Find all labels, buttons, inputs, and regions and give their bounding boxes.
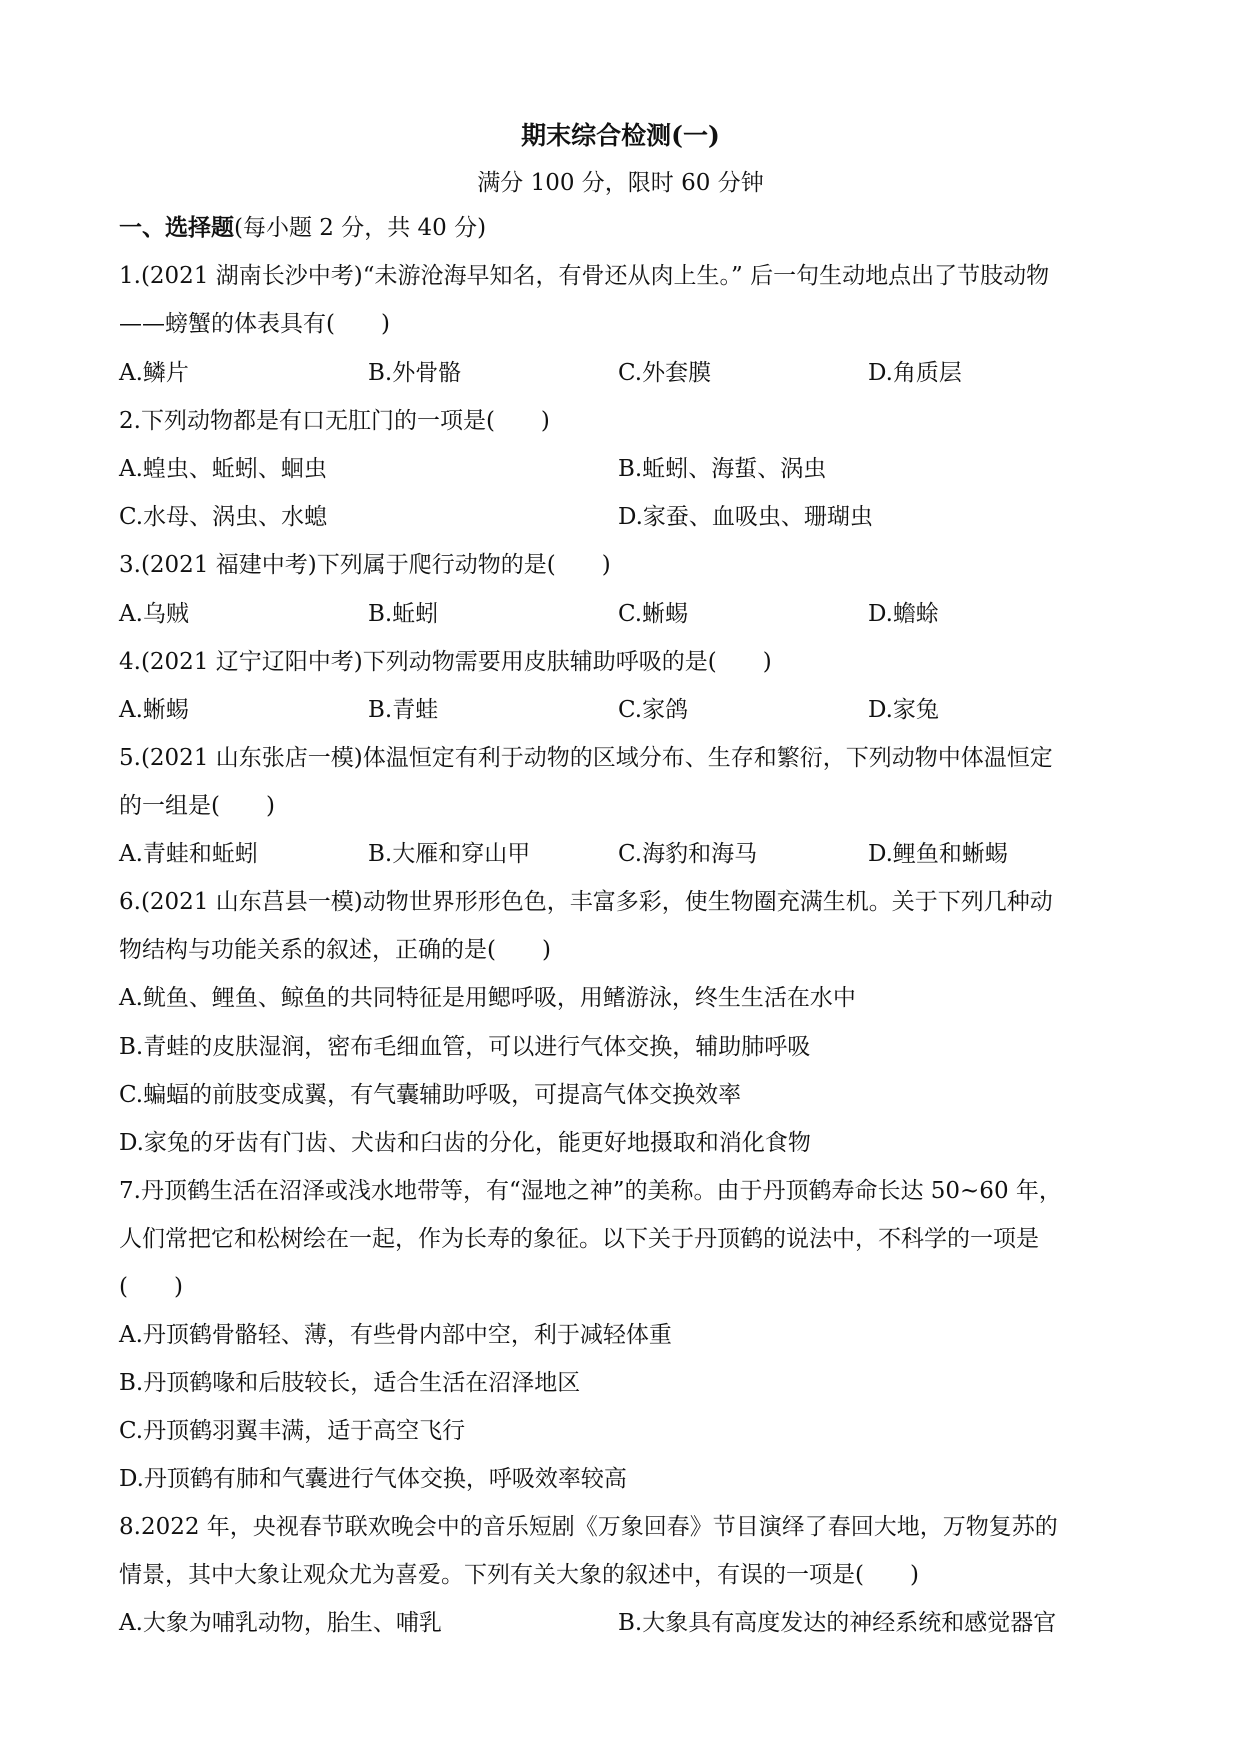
question-2-option-a: A.蝗虫、蚯蚓、蛔虫 xyxy=(119,456,327,482)
question-5-option-a: A.青蛙和蚯蚓 xyxy=(119,841,258,867)
question-7-line-1: 7.丹顶鹤生活在沼泽或浅水地带等，有“湿地之神”的美称。由于丹顶鹤寿命长达 50~60 年， xyxy=(119,1178,1062,1204)
question-7-option-c: C.丹顶鹤羽翼丰满，适于高空飞行 xyxy=(119,1418,466,1444)
question-3-option-d: D.蟾蜍 xyxy=(868,601,939,627)
question-7-line-2: 人们常把它和松树绘在一起，作为长寿的象征。以下关于丹顶鹤的说法中，不科学的一项是 xyxy=(119,1226,1039,1252)
question-1-option-b: B.外骨骼 xyxy=(368,360,462,386)
question-8-option-b: B.大象具有高度发达的神经系统和感觉器官 xyxy=(618,1610,1057,1636)
question-1-line-2: ——螃蟹的体表具有( ) xyxy=(119,311,390,337)
question-2-line-1: 2.下列动物都是有口无肛门的一项是( ) xyxy=(119,408,550,434)
question-3-option-a: A.乌贼 xyxy=(119,601,189,627)
question-4-option-b: B.青蛙 xyxy=(368,697,439,723)
page-subtitle: 满分 100 分，限时 60 分钟 xyxy=(477,170,764,196)
question-4-option-c: C.家鸽 xyxy=(618,697,689,723)
question-6-option-d: D.家兔的牙齿有门齿、犬齿和臼齿的分化，能更好地摄取和消化食物 xyxy=(119,1130,811,1156)
question-3-line-1: 3.(2021 福建中考)下列属于爬行动物的是( ) xyxy=(119,552,611,578)
question-6-line-1: 6.(2021 山东莒县一模)动物世界形形色色，丰富多彩，使生物圈充满生机。关于下列几种动 xyxy=(119,889,1053,915)
question-7-option-b: B.丹顶鹤喙和后肢较长，适合生活在沼泽地区 xyxy=(119,1370,581,1396)
question-4-line-1: 4.(2021 辽宁辽阳中考)下列动物需要用皮肤辅助呼吸的是( ) xyxy=(119,649,772,675)
question-6-option-c: C.蝙蝠的前肢变成翼，有气囊辅助呼吸，可提高气体交换效率 xyxy=(119,1082,742,1108)
question-2-option-c: C.水母、涡虫、水螅 xyxy=(119,504,328,530)
question-1-line-1: 1.(2021 湖南长沙中考)“未游沧海早知名，有骨还从肉上生。” 后一句生动地点出了节肢动物 xyxy=(119,263,1050,289)
question-4-option-d: D.家兔 xyxy=(868,697,939,723)
question-2-option-b: B.蚯蚓、海蜇、涡虫 xyxy=(618,456,827,482)
question-2-option-d: D.家蚕、血吸虫、珊瑚虫 xyxy=(618,504,873,530)
question-4-option-a: A.蜥蜴 xyxy=(119,697,189,723)
question-8-option-a: A.大象为哺乳动物，胎生、哺乳 xyxy=(119,1610,442,1636)
question-6-line-2: 物结构与功能关系的叙述，正确的是( ) xyxy=(119,937,551,963)
question-1-option-d: D.角质层 xyxy=(868,360,962,386)
question-5-option-d: D.鲤鱼和蜥蜴 xyxy=(868,841,1008,867)
question-6-option-b: B.青蛙的皮肤湿润，密布毛细血管，可以进行气体交换，辅助肺呼吸 xyxy=(119,1034,811,1060)
question-5-line-2: 的一组是( ) xyxy=(119,793,275,819)
section-heading-label: 一、选择题 xyxy=(119,214,234,241)
section-heading xyxy=(119,210,486,246)
question-7-line-3: ( ) xyxy=(119,1274,183,1300)
question-3-option-c: C.蜥蜴 xyxy=(618,601,689,627)
page-title: 期末综合检测(一) xyxy=(521,121,720,150)
question-5-option-c: C.海豹和海马 xyxy=(618,841,758,867)
question-8-line-2: 情景，其中大象让观众尤为喜爱。下列有关大象的叙述中，有误的一项是( ) xyxy=(119,1562,919,1588)
question-1-option-a: A.鳞片 xyxy=(119,360,189,386)
question-5-option-b: B.大雁和穿山甲 xyxy=(368,841,531,867)
question-6-option-a: A.鱿鱼、鲤鱼、鲸鱼的共同特征是用鳃呼吸，用鳍游泳，终生生活在水中 xyxy=(119,985,856,1011)
question-5-line-1: 5.(2021 山东张店一模)体温恒定有利于动物的区域分布、生存和繁衍，下列动物中体温恒定 xyxy=(119,745,1053,771)
question-7-option-a: A.丹顶鹤骨骼轻、薄，有些骨内部中空，利于减轻体重 xyxy=(119,1322,672,1348)
section-heading-note: (每小题 2 分，共 40 分) xyxy=(234,215,487,241)
question-8-line-1: 8.2022 年，央视春节联欢晚会中的音乐短剧《万象回春》节目演绎了春回大地，万物复苏的 xyxy=(119,1514,1058,1540)
question-1-option-c: C.外套膜 xyxy=(618,360,712,386)
question-3-option-b: B.蚯蚓 xyxy=(368,601,439,627)
question-7-option-d: D.丹顶鹤有肺和气囊进行气体交换，呼吸效率较高 xyxy=(119,1466,627,1492)
